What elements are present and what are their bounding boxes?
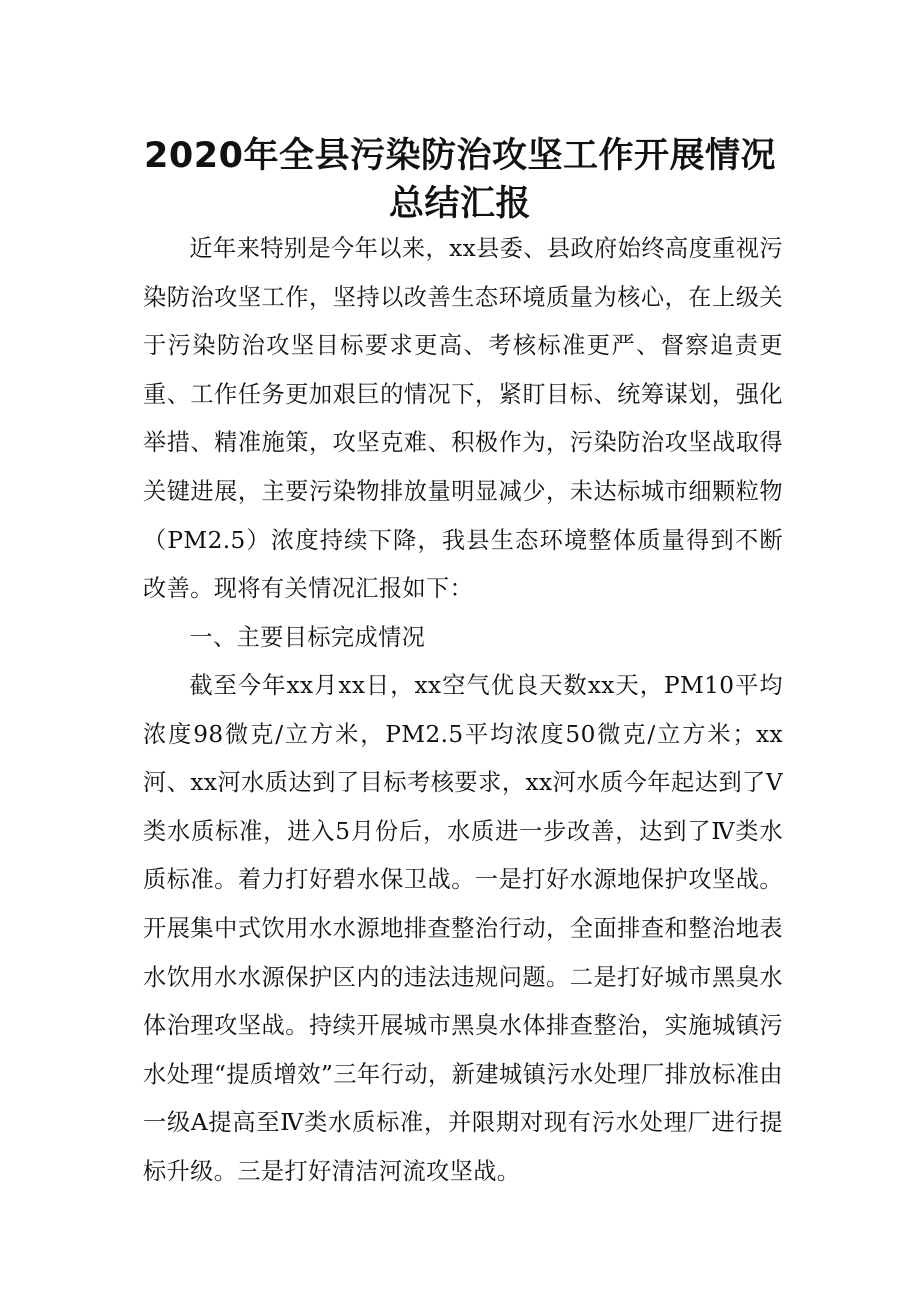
section-paragraph: 截至今年xx月xx日，xx空气优良天数xx天，PM10平均浓度98微克/立方米，PM2.5平均浓度50微克/立方米；xx河、xx河水质达到了目标考核要求，xx河水质今年起达到了Ⅴ类水质标准，进入5月份后，水质进一步改善，达到了Ⅳ类水质标准。着力打好碧水保卫战。一是打好水源地保护攻坚战。开展集中式饮用水水源地排查整治行动，全面排查和整治地表水饮用水水源保护区内的违法违规问题。二是打好城市黑臭水体治理攻坚战。持续开展城市黑臭水体排查整治，实施城镇污水处理“提质增效”三年行动，新建城镇污水处理厂排放标准由一级A提高至Ⅳ类水质标准，并限期对现有污水处理厂进行提标升级。三是打好清洁河流攻坚战。 <box>143 672 783 1185</box>
document-title: 2020年全县污染防治攻坚工作开展情况总结汇报 <box>144 136 776 224</box>
section-heading: 一、主要目标完成情况 <box>189 624 426 651</box>
intro-paragraph: 近年来特别是今年以来，xx县委、县政府始终高度重视污染防治攻坚工作，坚持以改善生态环境质量为核心，在上级关于污染防治攻坚目标要求更高、考核标准更严、督察追责更重、工作任务更加艰巨的情况下，紧盯目标、统筹谋划，强化举措、精准施策，攻坚克难、积极作为，污染防治攻坚战取得关键进展，主要污染物排放量明显减少，未达标城市细颗粒物（PM2.5）浓度持续下降，我县生态环境整体质量得到不断改善。现将有关情况汇报如下： <box>143 235 783 603</box>
